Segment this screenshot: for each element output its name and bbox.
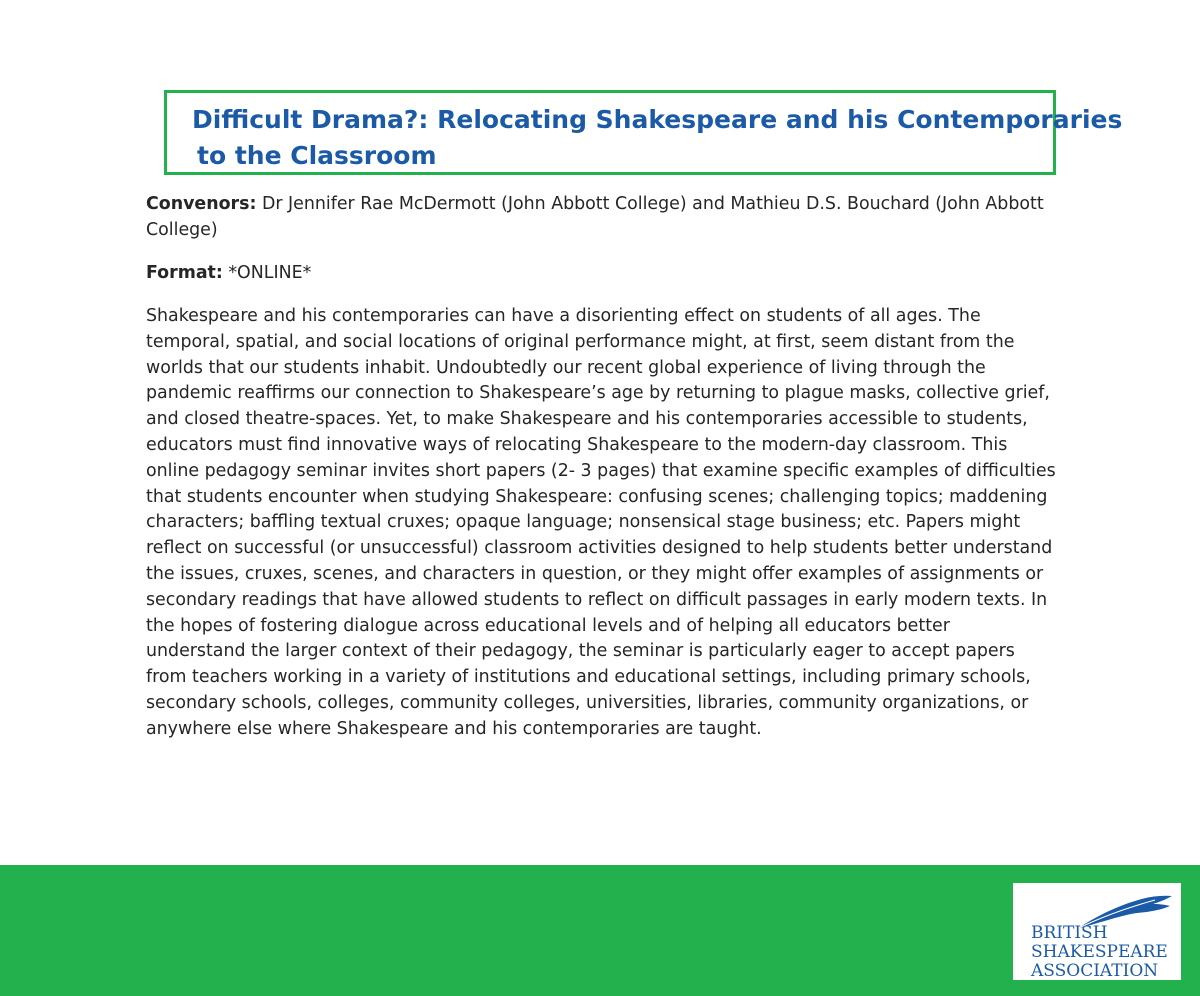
format-value: *ONLINE*	[222, 263, 312, 283]
convenors-label: Convenors:	[146, 194, 257, 214]
paragraph-line: online pedagogy seminar invites short papers (2- 3 pages) that examine specific examples of difficulties	[146, 460, 1056, 481]
logo-line-3: ASSOCIATION	[1031, 961, 1159, 981]
paragraph-line: the issues, cruxes, scenes, and characters in question, or they might offer examples of assignments or	[146, 563, 1044, 584]
title-box	[164, 90, 1123, 175]
paragraph-line: secondary readings that have allowed students to reflect on difficult passages in early modern texts. In	[146, 589, 1048, 610]
paragraph-line: worlds that our students inhabit. Undoubtedly our recent global experience of living through the	[146, 357, 986, 378]
paragraph-line: educators must find innovative ways of relocating Shakespeare to the modern-day classroom. This	[146, 434, 1008, 455]
paragraph-line: anywhere else where Shakespeare and his contemporaries are taught.	[146, 718, 762, 739]
logo-line-1: BRITISH	[1031, 923, 1108, 943]
format-section	[146, 261, 1066, 287]
paragraph-line: and closed theatre-spaces. Yet, to make Shakespeare and his contemporaries accessible to students,	[146, 409, 1028, 430]
paragraph-line: secondary schools, colleges, community colleges, universities, libraries, community organizations, or	[146, 692, 1029, 713]
format-label: Format:	[146, 263, 223, 283]
page-title-line-2: to the Classroom	[197, 141, 437, 170]
convenors-text-2: College)	[146, 219, 218, 240]
page-title-line-1: Difficult Drama?: Relocating Shakespeare and his Contemporaries	[192, 105, 1123, 134]
paragraph-line: characters; baffling textual cruxes; opaque language; nonsensical stage business; etc. Papers might	[146, 512, 1021, 533]
paragraph-line: pandemic reaffirms our connection to Shakespeare’s age by returning to plague masks, collective grief,	[146, 383, 1050, 404]
description-paragraph	[146, 304, 1066, 743]
convenors-line-1	[146, 192, 1066, 218]
paragraph-line: that students encounter when studying Shakespeare: confusing scenes; challenging topics; maddening	[146, 486, 1048, 507]
format-line	[146, 261, 1066, 287]
convenors-section	[146, 192, 1066, 244]
footer-band	[0, 865, 1200, 996]
paragraph-line: understand the larger context of their pedagogy, the seminar is particularly eager to accept papers	[146, 641, 1015, 662]
logo-line-2: SHAKESPEARE	[1031, 942, 1168, 962]
paragraph-line: from teachers working in a variety of institutions and educational settings, including primary schools,	[146, 667, 1031, 688]
paragraph-line: temporal, spatial, and social locations of original performance might, at first, seem distant from the	[146, 331, 1015, 352]
paragraph-line: reflect on successful (or unsuccessful) classroom activities designed to help students better understand	[146, 538, 1053, 559]
paragraph-line: Shakespeare and his contemporaries can have a disorienting effect on students of all ages. The	[146, 306, 981, 326]
bsa-logo	[1013, 883, 1181, 980]
convenors-text-1: Dr Jennifer Rae McDermott (John Abbott College) and Mathieu D.S. Bouchard (John Abbott	[256, 194, 1044, 214]
paragraph-line: the hopes of fostering dialogue across educational levels and of helping all educators better	[146, 615, 950, 636]
